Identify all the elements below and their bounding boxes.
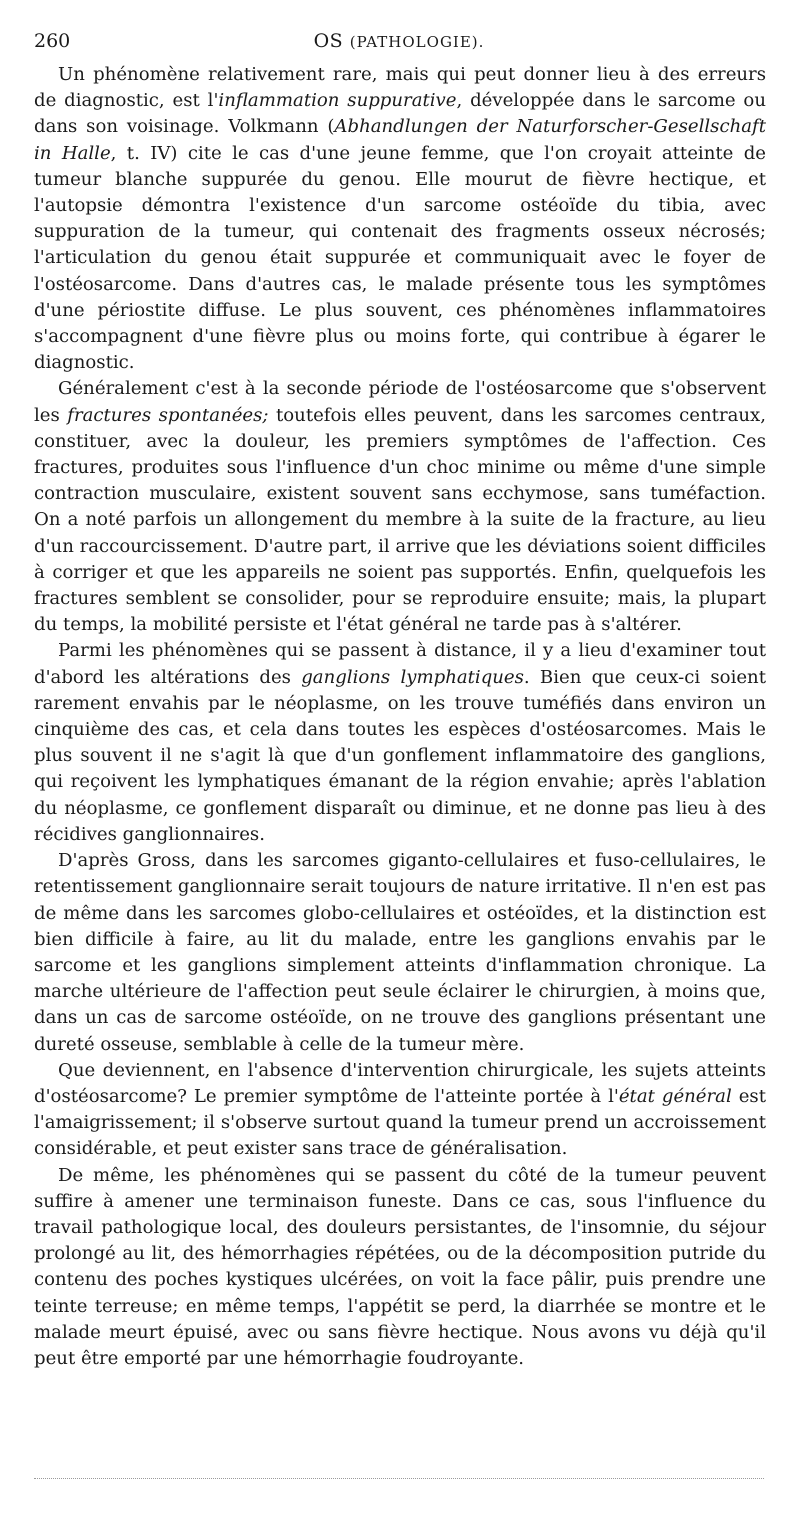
text-run: D'après Gross, dans les sarcomes giganto-cellulaires et fuso-cellulaires, le retentissement ganglionnaire serait toujours de nature irritative. Il n'en est pas de même dans les sarcomes globo-cellulaires et ostéoïdes, et la distinction est bien difficile à faire, au lit du malade, entre les ganglions envahis par le sarcome et les ganglions simplement atteints d'inflammation chronique. La marche ultérieure de l'affection peut seule éclairer le chirurgien, à moins que, dans un cas de sarcome ostéoïde, on ne trouve des ganglions présentant une dureté osseuse, semblable à celle de la tumeur mère.	[34, 850, 766, 1055]
italic-term: fractures spontanées;	[67, 404, 269, 426]
paragraph	[34, 62, 766, 376]
paragraph	[34, 1058, 766, 1163]
text-run: De même, les phénomènes qui se passent du côté de la tumeur peuvent suffire à amener une terminaison funeste. Dans ce cas, sous l'influence du travail pathologique local, des douleurs persistantes, de l'insomnie, du séjour prolongé au lit, des hémorrhagies répétées, ou de la décomposition putride du contenu des poches kystiques ulcérées, on voit la face pâlir, puis prendre une teinte terreuse; en même temps, l'appétit se perd, la diarrhée se montre et le malade meurt épuisé, avec ou sans fièvre hectique. Nous avons vu déjà qu'il peut être emporté par une hémorrhagie foudroyante.	[34, 1164, 766, 1369]
italic-term: inflammation suppurative	[218, 90, 457, 112]
text-run: , développée dans le sarcome ou dans son voisinage. Volkmann (	[34, 90, 766, 138]
running-head	[34, 30, 764, 56]
italic-term: Abhandlungen der Naturforscher-Gesellschaft in Halle	[34, 116, 766, 164]
text-run: Un phénomène relativement rare, mais qui peut donner lieu à des erreurs de diagnostic, est l'	[34, 64, 766, 112]
text-run: est l'amaigrissement; il s'observe surtout quand la tumeur prend un accroissement considérable, et peut exister sans trace de généralisation.	[34, 1085, 766, 1160]
running-title-sub: (PATHOLOGIE).	[349, 33, 485, 51]
text-run: . Bien que ceux-ci soient rarement envahis par le néoplasme, on les trouve tuméfiés dans environ un cinquième des cas, et cela dans toutes les espèces d'ostéosarcomes. Mais le plus souvent il ne s'agit là que d'un gonflement inflammatoire des ganglions, qui reçoivent les lymphatiques émanant de la région envahie; après l'ablation du néoplasme, ce gonflement disparaît ou diminue, et ne donne pas lieu à des récidives ganglionnaires.	[34, 666, 766, 845]
running-title-main: OS	[313, 30, 344, 52]
text-run: Généralement c'est à la seconde période de l'ostéosarcome que s'observent les	[34, 378, 766, 426]
footer-dotted-rule	[34, 1478, 764, 1479]
italic-term: ganglions lymphatiques	[301, 666, 524, 688]
text-run: Parmi les phénomènes qui se passent à distance, il y a lieu d'examiner tout d'abord les altérations des	[34, 640, 766, 688]
paragraph	[34, 1163, 766, 1373]
body-text	[34, 62, 766, 1372]
italic-term: état général	[618, 1085, 732, 1107]
running-title	[34, 30, 764, 52]
paragraph	[34, 848, 766, 1058]
paragraph	[34, 638, 766, 848]
text-run: toutefois elles peuvent, dans les sarcomes centraux, constituer, avec la douleur, les premiers symptômes de l'affection. Ces fractures, produites sous l'influence d'un choc minime ou même d'une simple contraction musculaire, existent souvent sans ecchymose, sans tuméfaction. On a noté parfois un allongement du membre à la suite de la fracture, au lieu d'un raccourcissement. D'autre part, il arrive que les déviations soient difficiles à corriger et que les appareils ne soient pas supportés. Enfin, quelquefois les fractures semblent se consolider, pour se reproduire ensuite; mais, la plupart du temps, la mobilité persiste et l'état général ne tarde pas à s'altérer.	[34, 404, 766, 636]
text-run: , t. IV) cite le cas d'une jeune femme, que l'on croyait atteinte de tumeur blanche suppurée du genou. Elle mourut de fièvre hectique, et l'autopsie démontra l'existence d'un sarcome ostéoïde du tibia, avec suppuration de la tumeur, qui contenait des fragments osseux nécrosés; l'articulation du genou était suppurée et communiquait avec le foyer de l'ostéosarcome. Dans d'autres cas, le malade présente tous les symptômes d'une périostite diffuse. Le plus souvent, ces phénomènes inflammatoires s'accompagnent d'une fièvre plus ou moins forte, qui contribue à égarer le diagnostic.	[34, 142, 766, 374]
paragraph	[34, 376, 766, 638]
text-run: Que deviennent, en l'absence d'intervention chirurgicale, les sujets atteints d'ostéosarcome? Le premier symptôme de l'atteinte portée à l'	[34, 1059, 766, 1107]
page-number: 260	[34, 30, 71, 52]
